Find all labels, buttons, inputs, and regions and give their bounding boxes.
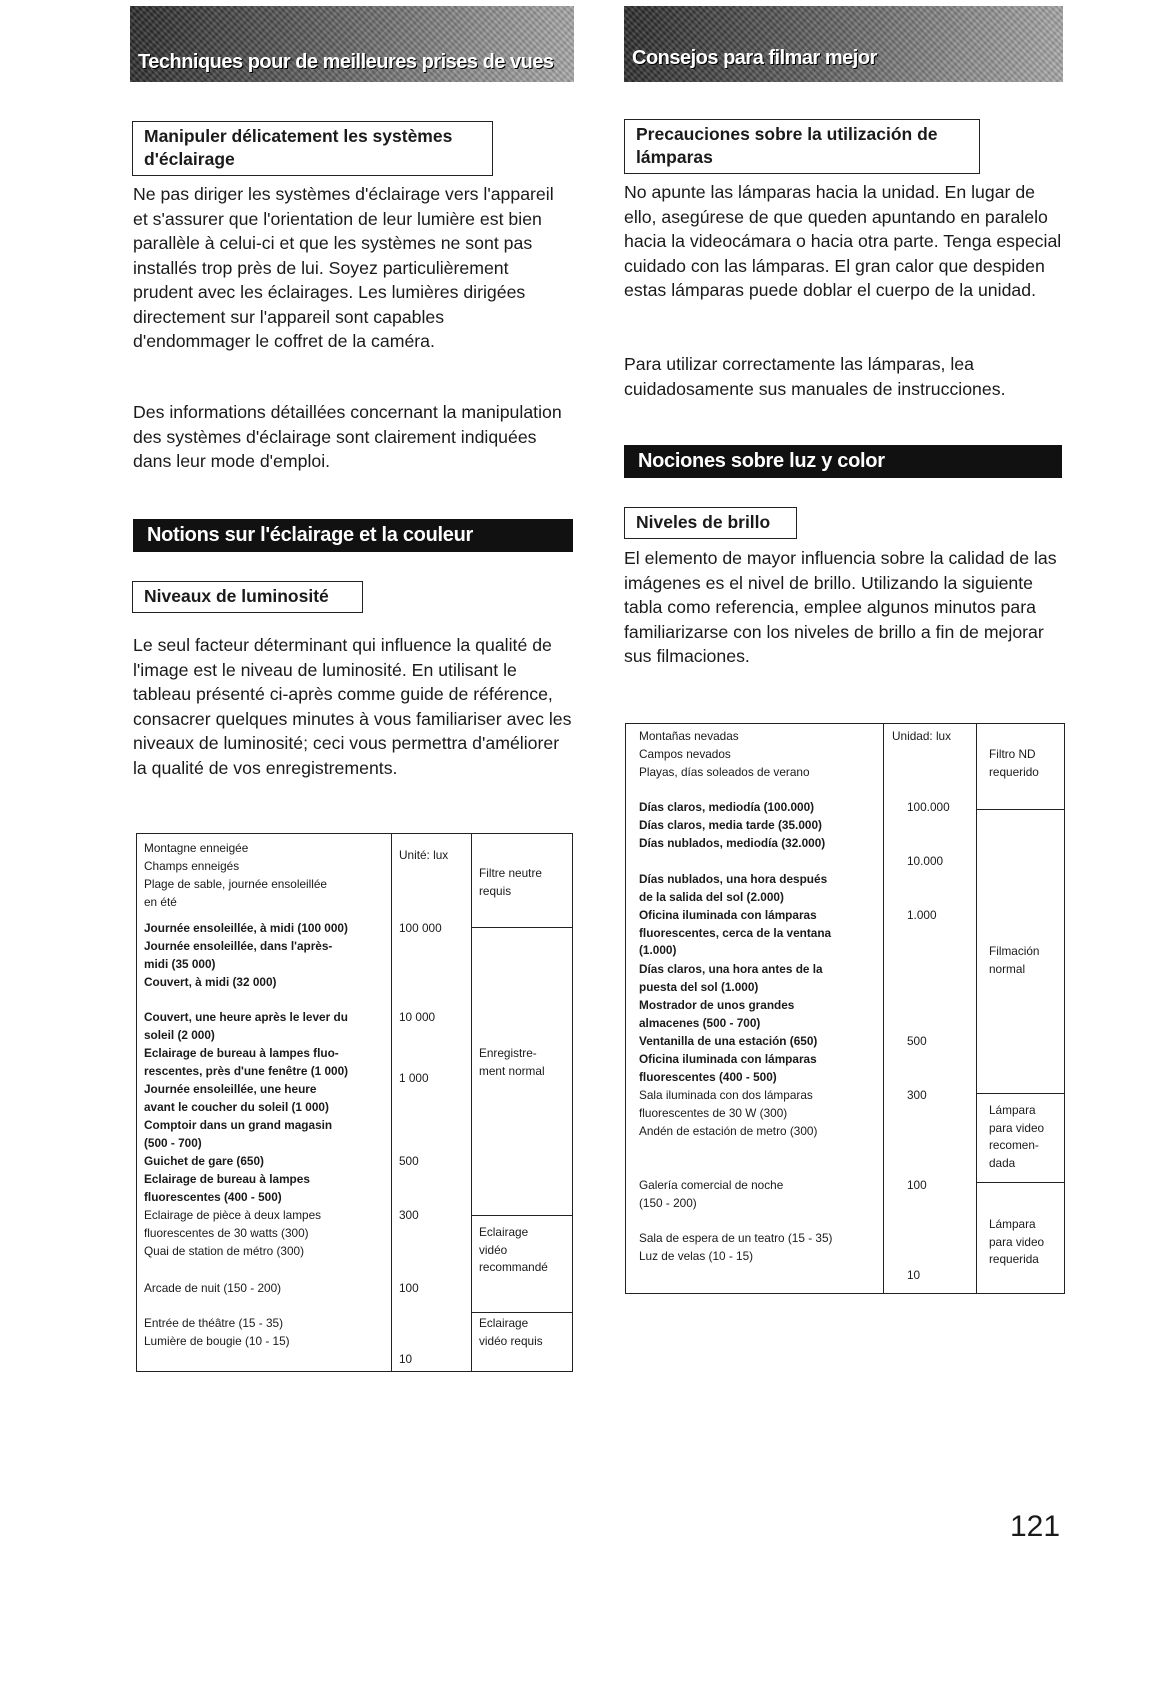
french-section1-para1: Ne pas diriger les systèmes d'éclairage vers l'appareil et s'assurer que l'orientation de leur lumière est bien parallèle à celui-ci et que les systèmes ne sont pas installés trop près de lui. Soyez particulièrement prudent avec les éclairages. Les lumières dirigées directement sur l'appareil sont capables d'endommager le coffret de la caméra. <box>133 184 554 351</box>
spanish-lux-table <box>625 723 1065 1294</box>
es-item: Playas, días soleados de verano <box>639 765 810 779</box>
es-category: Lámpara para video recomen- dada <box>989 1103 1045 1170</box>
es-item: Montañas nevadas <box>639 729 739 743</box>
fr-lux-value: 300 <box>399 1208 419 1222</box>
page-number: 121 <box>1010 1510 1061 1543</box>
es-item: Luz de velas (10 - 15) <box>639 1249 754 1263</box>
fr-item: Lumière de bougie (10 - 15) <box>144 1334 290 1348</box>
fr-lux-value: 100 000 <box>399 921 442 935</box>
es-item: Galería comercial de noche (150 - 200) <box>639 1178 784 1210</box>
french-header-banner <box>130 6 574 82</box>
es-item: Ventanilla de una estación (650) <box>639 1034 818 1048</box>
es-unit-label: Unidad: lux <box>892 729 952 743</box>
fr-item: Journée ensoleillée, dans l'après- midi (35 000) <box>144 939 333 971</box>
fr-lux-value: 10 <box>399 1352 413 1366</box>
fr-item: Plage de sable, journée ensoleillée en été <box>144 877 327 909</box>
fr-item: Eclairage de bureau à lampes fluo- rescentes, près d'une fenêtre (1 000) <box>144 1046 349 1078</box>
fr-lux-value: 10 000 <box>399 1010 436 1024</box>
fr-item: Champs enneigés <box>144 859 240 873</box>
fr-item: Couvert, une heure après le lever du soleil (2 000) <box>144 1010 348 1042</box>
fr-category: Enregistre- ment normal <box>479 1046 545 1078</box>
fr-item: Eclairage de pièce à deux lampes fluorescentes de 30 watts (300) <box>144 1208 322 1240</box>
es-lux-value: 100 <box>907 1178 927 1192</box>
fr-item: Guichet de gare (650) <box>144 1154 264 1168</box>
spanish-header-banner <box>624 6 1063 82</box>
fr-lux-value: 1 000 <box>399 1071 429 1085</box>
fr-item: Couvert, à midi (32 000) <box>144 975 277 989</box>
spanish-section1-para2: Para utilizar correctamente las lámparas, lea cuidadosamente sus manuales de instrucciones. <box>624 354 1006 399</box>
spanish-section1-heading: Precauciones sobre la utilización de lámparas <box>624 119 980 174</box>
es-item: Días claros, una hora antes de la puesta del sol (1.000) <box>639 962 823 994</box>
es-item: Días nublados, mediodía (32.000) <box>639 836 826 850</box>
spanish-section2-bar: Nociones sobre luz y color <box>624 445 1062 478</box>
french-section2-heading: Niveaux de luminosité <box>132 581 363 613</box>
es-item: Sala de espera de un teatro (15 - 35) <box>639 1231 833 1245</box>
fr-item: Entrée de théâtre (15 - 35) <box>144 1316 284 1330</box>
es-category: Filmación normal <box>989 944 1040 976</box>
es-lux-value: 100.000 <box>907 800 950 814</box>
fr-item: Comptoir dans un grand magasin (500 - 700) <box>144 1118 333 1150</box>
fr-item: Eclairage de bureau à lampes fluorescentes (400 - 500) <box>144 1172 310 1204</box>
es-category: Lámpara para video requerida <box>989 1217 1045 1267</box>
es-item: Campos nevados <box>639 747 731 761</box>
es-item: Sala iluminada con dos lámparas fluorescentes de 30 W (300) <box>639 1088 813 1120</box>
french-section2-bar: Notions sur l'éclairage et la couleur <box>133 519 573 552</box>
fr-category: Eclairage vidéo recommandé <box>479 1225 548 1275</box>
french-header-title: Techniques pour de meilleures prises de vues <box>138 51 554 73</box>
es-category: Filtro ND requerido <box>989 747 1039 779</box>
es-item: Andén de estación de metro (300) <box>639 1124 818 1138</box>
es-lux-value: 1.000 <box>907 908 937 922</box>
es-lux-value: 300 <box>907 1088 927 1102</box>
fr-lux-value: 500 <box>399 1154 419 1168</box>
fr-unit-label: Unité: lux <box>399 848 449 862</box>
fr-item: Journée ensoleillée, à midi (100 000) <box>144 921 348 935</box>
es-item: Oficina iluminada con lámparas fluorescentes, cerca de la ventana (1.000) <box>639 908 832 958</box>
es-lux-value: 10 <box>907 1268 921 1282</box>
spanish-section1-para1: No apunte las lámparas hacia la unidad. En lugar de ello, asegúrese de que queden apuntando en paralelo hacia la videocámara o hacia otra parte. Tenga especial cuidado con las lámparas. El gran calor que despiden estas lámparas puede doblar el cuerpo de la unidad. <box>624 182 1062 300</box>
es-lux-value: 500 <box>907 1034 927 1048</box>
french-section1-heading: Manipuler délicatement les systèmes d'éclairage <box>132 121 493 176</box>
french-section1-para2: Des informations détaillées concernant la manipulation des systèmes d'éclairage sont clairement indiquées dans leur mode d'emploi. <box>133 402 562 471</box>
spanish-header-title: Consejos para filmar mejor <box>632 47 877 69</box>
es-item: Oficina iluminada con lámparas fluorescentes (400 - 500) <box>639 1052 817 1084</box>
fr-item: Journée ensoleillée, une heure avant le coucher du soleil (1 000) <box>144 1082 329 1114</box>
es-item: Días claros, media tarde (35.000) <box>639 818 822 832</box>
spanish-section2-heading: Niveles de brillo <box>624 507 797 539</box>
french-lux-table <box>136 833 573 1372</box>
fr-category: Eclairage vidéo requis <box>479 1316 543 1348</box>
es-item: Días nublados, una hora después de la salida del sol (2.000) <box>639 872 828 904</box>
fr-lux-value: 100 <box>399 1281 419 1295</box>
es-lux-value: 10.000 <box>907 854 944 868</box>
fr-item: Quai de station de métro (300) <box>144 1244 305 1258</box>
es-item: Días claros, mediodía (100.000) <box>639 800 815 814</box>
fr-item: Montagne enneigée <box>144 841 249 855</box>
french-section2-para: Le seul facteur déterminant qui influence la qualité de l'image est le niveau de luminosité. En utilisant le tableau présenté ci-après comme guide de référence, consacrer quelques minutes à vous familiariser avec les niveaux de luminosité; ceci vous permettra d'améliorer la qualité de vos enregistrements. <box>133 635 572 778</box>
fr-category: Filtre neutre requis <box>479 866 542 898</box>
spanish-section2-para: El elemento de mayor influencia sobre la calidad de las imágenes es el nivel de brillo. Utilizando la siguiente tabla como referencia, emplee algunos minutos para familiarizarse con los niveles de brillo a fin de mejorar sus filmaciones. <box>624 548 1057 666</box>
es-item: Mostrador de unos grandes almacenes (500 - 700) <box>639 998 795 1030</box>
fr-item: Arcade de nuit (150 - 200) <box>144 1281 282 1295</box>
